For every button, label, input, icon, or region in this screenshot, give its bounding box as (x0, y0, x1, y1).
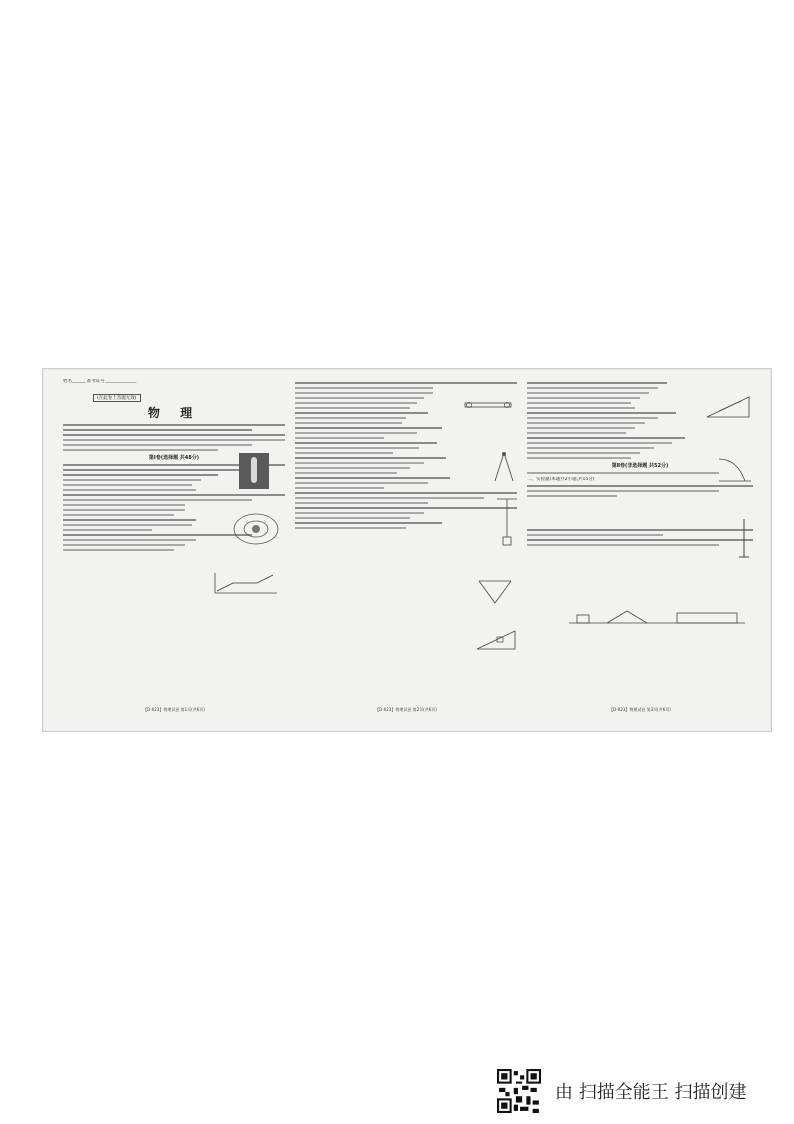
text-line (295, 502, 428, 504)
subject-title: 物 理 (147, 406, 201, 420)
text-line (295, 487, 384, 489)
page-footer-1: 【D-023】物理试卷 第1页(共6页) (143, 707, 205, 712)
qr-code-icon (497, 1069, 541, 1113)
text-line (295, 382, 517, 384)
text-line (295, 497, 484, 499)
text-line (63, 479, 201, 481)
notice-box: (在此卷上答题无效) (93, 394, 141, 402)
text-line (295, 442, 437, 444)
text-line (527, 447, 654, 449)
scanned-exam-sheet (42, 368, 772, 732)
text-line (527, 397, 640, 399)
text-line (527, 387, 658, 389)
text-line (527, 485, 753, 487)
text-line (63, 494, 285, 496)
text-line (527, 417, 658, 419)
vector-diagram (475, 577, 515, 607)
watermark-text: 由 扫描全能王 扫描创建 (555, 1082, 747, 1103)
text-line (295, 402, 417, 404)
text-line (295, 477, 450, 479)
text-line (295, 457, 446, 459)
text-line (295, 527, 406, 529)
text-line (63, 549, 174, 551)
text-line (527, 427, 635, 429)
text-line (295, 427, 442, 429)
text-line (63, 504, 185, 506)
text-line (527, 402, 631, 404)
text-line (63, 509, 185, 511)
text-line (295, 392, 433, 394)
text-line (63, 489, 196, 491)
page-footer-3: 【D-023】物理试卷 第3页(共6页) (609, 707, 671, 712)
exam-page-2 (295, 379, 517, 717)
text-line (63, 514, 174, 516)
exam-page-1 (63, 379, 285, 717)
text-line (295, 492, 517, 494)
section-1-title: 第Ⅰ卷(选择题 共48分) (148, 455, 200, 461)
text-line (63, 439, 285, 441)
text-line (295, 422, 402, 424)
text-line (295, 412, 428, 414)
text-line (295, 462, 424, 464)
text-line (63, 449, 218, 451)
header-fields: 姓名______ 准考证号______________ (63, 379, 137, 384)
text-line (295, 467, 410, 469)
rail-diagram (463, 397, 515, 413)
text-line (63, 544, 185, 546)
text-line (63, 534, 252, 536)
text-line (295, 432, 417, 434)
scanner-watermark (497, 1068, 777, 1114)
text-line (527, 529, 753, 531)
text-line (527, 457, 631, 459)
text-line (527, 534, 663, 536)
text-line (295, 437, 384, 439)
text-line (63, 519, 196, 521)
text-line (63, 469, 252, 471)
velocity-graph (213, 571, 279, 597)
text-line (295, 387, 433, 389)
text-line (63, 474, 218, 476)
section-2-subtitle: 二、实验题(本题共2小题,共15分) (527, 477, 595, 482)
text-line (295, 517, 410, 519)
text-line (527, 472, 719, 474)
page-footer-2: 【D-023】物理试卷 第2页(共6页) (375, 707, 437, 712)
stand-diagram (737, 517, 751, 561)
text-line (295, 407, 410, 409)
text-line (63, 429, 252, 431)
pendulum-diagram (491, 451, 517, 491)
text-line (63, 434, 285, 436)
text-line (295, 472, 397, 474)
pulley-diagram (495, 497, 519, 555)
exam-page-3 (527, 379, 753, 717)
text-line (63, 524, 192, 526)
text-line (295, 507, 517, 509)
text-line (527, 382, 667, 384)
text-line (527, 495, 617, 497)
text-line (527, 437, 685, 439)
text-line (295, 397, 424, 399)
text-line (295, 522, 442, 524)
incline-diagram (475, 629, 517, 651)
text-line (527, 539, 753, 541)
experiment-apparatus (567, 605, 747, 629)
text-line (527, 392, 649, 394)
text-line (527, 442, 672, 444)
text-line (63, 444, 252, 446)
orbit-diagram (231, 509, 281, 549)
photo-figure (239, 453, 269, 489)
text-line (295, 452, 393, 454)
text-line (527, 407, 635, 409)
text-line (295, 447, 419, 449)
text-line (527, 544, 719, 546)
text-line (527, 422, 645, 424)
text-line (527, 412, 676, 414)
ramp-diagram (705, 393, 751, 419)
text-line (295, 482, 428, 484)
text-line (63, 529, 152, 531)
curve-track-diagram (717, 455, 753, 485)
text-line (295, 417, 406, 419)
text-line (295, 512, 424, 514)
text-line (63, 484, 192, 486)
text-line (527, 432, 626, 434)
text-line (63, 499, 252, 501)
section-2-title: 第Ⅱ卷(非选择题 共52分) (611, 463, 669, 469)
text-line (63, 539, 196, 541)
text-line (527, 490, 719, 492)
text-line (527, 452, 640, 454)
text-line (63, 424, 285, 426)
